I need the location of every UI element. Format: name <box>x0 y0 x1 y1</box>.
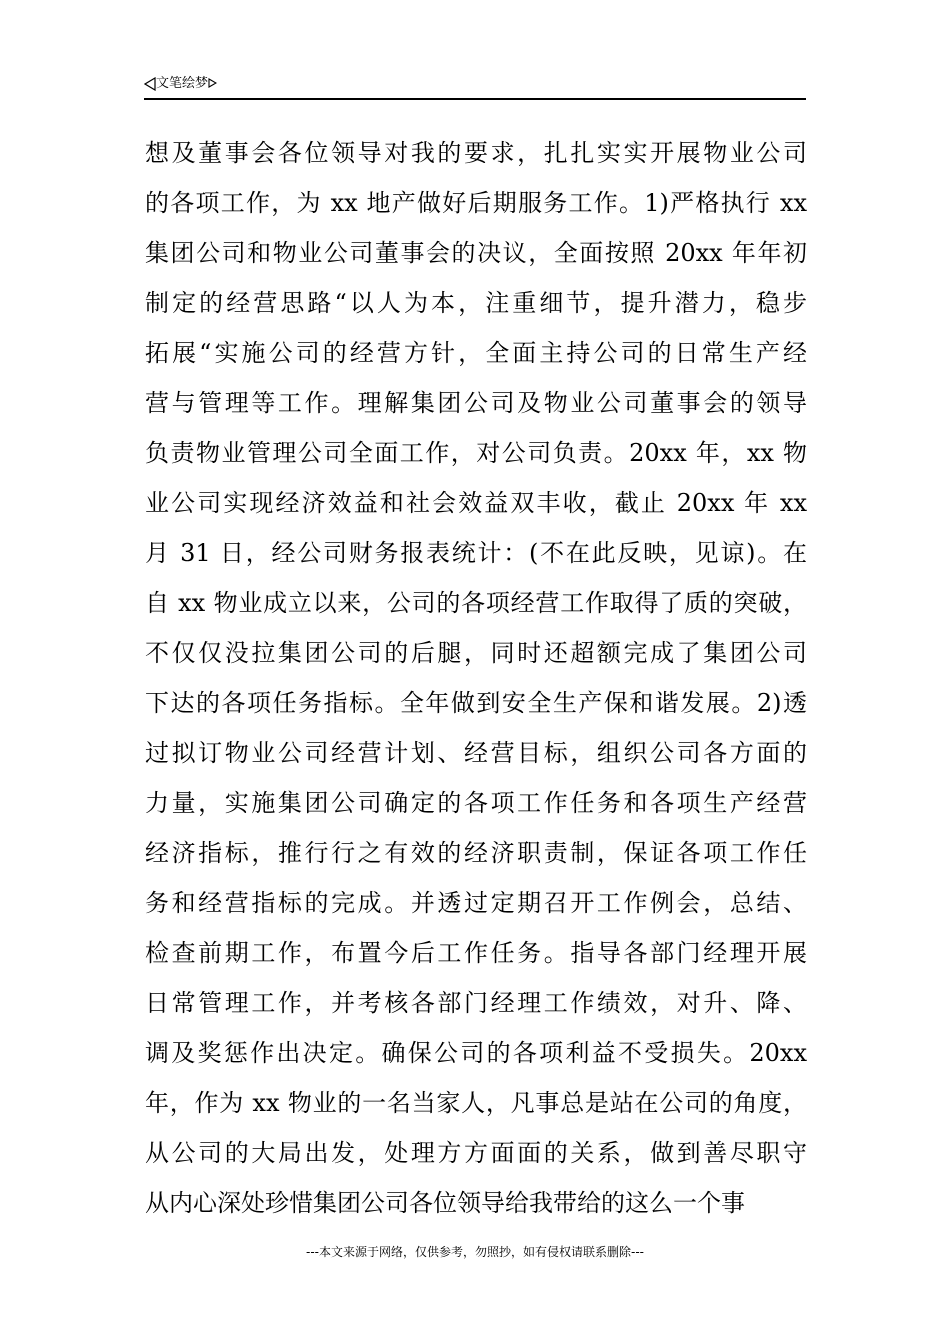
body-line: 日常管理工作，并考核各部门经理工作绩效，对升、降、 <box>145 989 807 1017</box>
body-line: 调及奖惩作出决定。确保公司的各项利益不受损失。20xx <box>145 1039 807 1067</box>
page-header <box>144 74 806 100</box>
body-line: 务和经营指标的完成。并透过定期召开工作例会，总结、 <box>145 889 807 917</box>
body-line: 营与管理等工作。理解集团公司及物业公司董事会的领导 <box>145 389 807 417</box>
header-brand-text: 文笔绘梦 <box>156 76 209 91</box>
body-line: 月 31 日，经公司财务报表统计：(不在此反映，见谅)。在 <box>145 539 807 567</box>
body-line: 负责物业管理公司全面工作，对公司负责。20xx 年，xx 物 <box>145 439 807 467</box>
body-line: 不仅仅没拉集团公司的后腿，同时还超额完成了集团公司 <box>145 639 807 667</box>
triangle-left-icon <box>144 77 156 91</box>
header-brand <box>144 76 217 92</box>
body-line: 自 xx 物业成立以来，公司的各项经营工作取得了质的突破， <box>145 589 807 617</box>
body-line: 下达的各项任务指标。全年做到安全生产保和谐发展。2)透 <box>145 689 807 717</box>
body-line: 经济指标，推行行之有效的经济职责制，保证各项工作任 <box>145 839 807 867</box>
triangle-right-icon <box>208 78 217 90</box>
document-body <box>145 128 807 1228</box>
body-line: 年，作为 xx 物业的一名当家人，凡事总是站在公司的角度， <box>145 1089 807 1117</box>
body-line: 从公司的大局出发，处理方方面面的关系，做到善尽职守 <box>145 1139 807 1167</box>
body-line: 过拟订物业公司经营计划、经营目标，组织公司各方面的 <box>145 739 807 767</box>
body-line: 业公司实现经济效益和社会效益双丰收，截止 20xx 年 xx <box>145 489 807 517</box>
body-line: 制定的经营思路“以人为本，注重细节，提升潜力，稳步 <box>145 289 807 317</box>
body-line: 集团公司和物业公司董事会的决议，全面按照 20xx 年年初 <box>145 239 807 267</box>
body-line: 的各项工作，为 xx 地产做好后期服务工作。1)严格执行 xx <box>145 189 807 217</box>
body-line: 从内心深处珍惜集团公司各位领导给我带给的这么一个事 <box>145 1189 745 1217</box>
body-line: 拓展“实施公司的经营方针，全面主持公司的日常生产经 <box>145 339 807 367</box>
body-line: 力量，实施集团公司确定的各项工作任务和各项生产经营 <box>145 789 807 817</box>
body-line: 检查前期工作，布置今后工作任务。指导各部门经理开展 <box>145 939 807 967</box>
page-footer: ---本文来源于网络，仅供参考，勿照抄，如有侵权请联系删除--- <box>306 1245 644 1259</box>
body-line: 想及董事会各位领导对我的要求，扎扎实实开展物业公司 <box>145 139 807 167</box>
